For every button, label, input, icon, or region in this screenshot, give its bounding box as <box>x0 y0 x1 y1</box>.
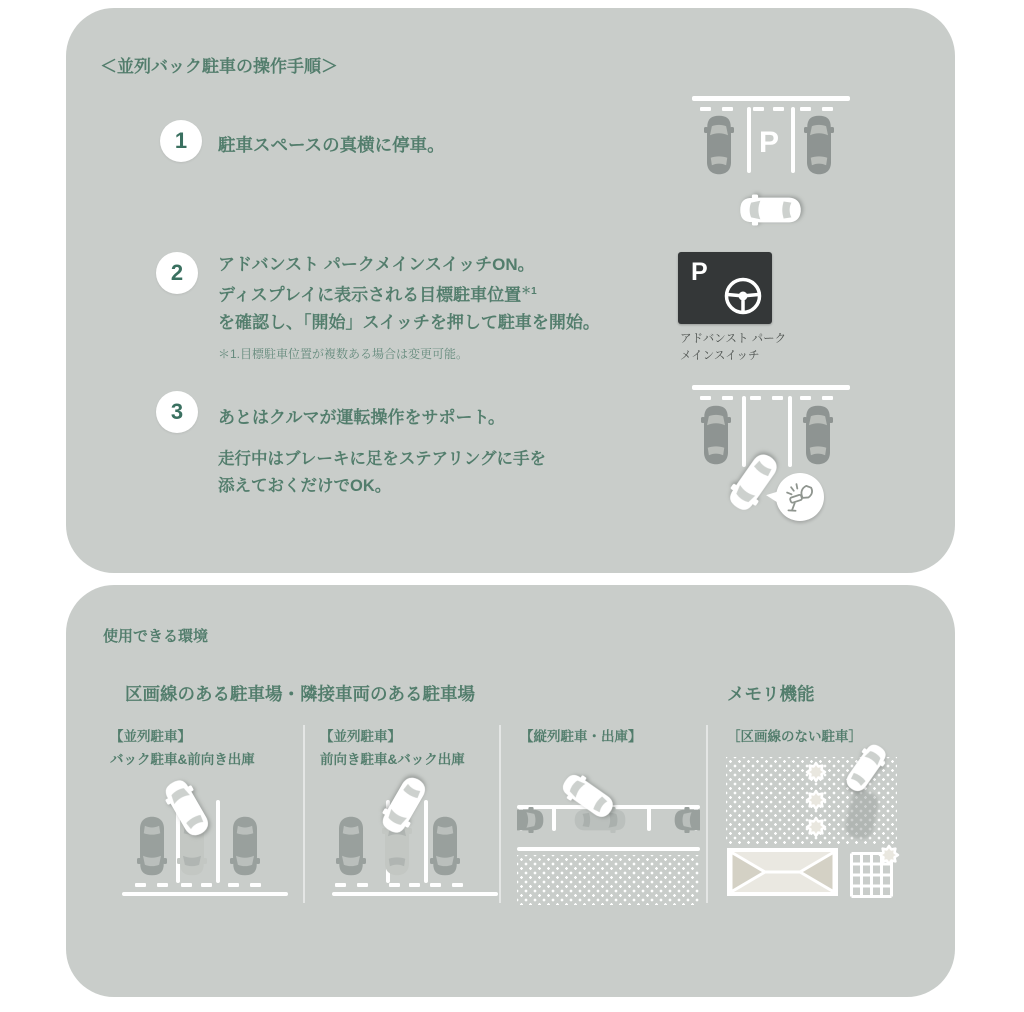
aisle-line <box>332 892 498 896</box>
lot-dash <box>700 107 711 111</box>
step-2-footnote: ＊1.目標駐車位置が複数ある場合は変更可能。 <box>218 347 469 361</box>
ego-car-icon <box>738 195 804 226</box>
lot-dash <box>409 883 420 887</box>
slot-line <box>788 396 792 467</box>
switch-caption-line-1: アドバンスト パーク <box>680 333 787 345</box>
maneuvering-car-icon <box>159 774 216 843</box>
parked-car-icon <box>673 807 700 833</box>
step-2-line-3: を確認し、「開始」スイッチを押して駐車を開始。 <box>218 312 600 332</box>
brake-pedal-icon <box>784 481 816 513</box>
lot-dash <box>157 883 168 887</box>
back-in-parking-illustration <box>120 770 290 897</box>
lot-dash <box>800 396 811 400</box>
step-3-para-line-1: 走行中はブレーキに足をステアリングに手を <box>218 450 547 468</box>
lot-dash <box>722 396 733 400</box>
col2-label-line2: 前向き駐車&バック出庫 <box>320 752 465 767</box>
slot-line <box>742 396 746 467</box>
col1-label <box>110 725 255 771</box>
lot-dash <box>181 883 192 887</box>
environment-panel <box>66 585 955 997</box>
col2-label <box>320 725 465 771</box>
lot-dash <box>201 883 212 887</box>
parked-car-icon <box>804 113 834 177</box>
lot-dash <box>250 883 261 887</box>
procedure-panel <box>66 8 955 573</box>
step-2-number: 2 <box>156 252 198 294</box>
lot-dash <box>822 107 833 111</box>
lot-dash <box>800 107 811 111</box>
lot-dash <box>452 883 463 887</box>
ego-car-icon <box>722 446 785 518</box>
step-3-para-line-2: 添えておくだけでOK。 <box>218 477 392 495</box>
switch-caption <box>680 331 786 364</box>
col3-label: 【縦列駐車・出庫】 <box>520 729 642 744</box>
parallel-parking-illustration <box>517 775 700 905</box>
front-in-parking-illustration <box>330 770 500 897</box>
parked-car-icon <box>517 807 545 833</box>
steering-wheel-icon <box>721 274 765 318</box>
lot-dash <box>822 396 833 400</box>
aisle-line <box>122 892 288 896</box>
parked-car-icon <box>704 113 734 177</box>
parked-car-icon <box>701 403 731 467</box>
col2-label-line1: 【並列駐車】 <box>320 729 401 744</box>
lot-dash <box>430 883 441 887</box>
carport-roof-icon <box>727 848 838 896</box>
lot-dash <box>772 396 783 400</box>
step-3-illustration <box>692 385 850 537</box>
speech-bubble-tail <box>765 489 780 503</box>
lot-dash <box>722 107 733 111</box>
step-3-number: 3 <box>156 391 198 433</box>
step-1-number: 1 <box>160 120 202 162</box>
lined-lot-heading: 区画線のある駐車場・隣接車両のある駐車場 <box>125 684 475 704</box>
bush-icon <box>878 844 900 866</box>
step-3-text: あとはクルマが運転操作をサポート。 <box>218 408 505 427</box>
step-1-text: 駐車スペースの真横に停車。 <box>218 135 445 155</box>
lot-dash <box>389 883 400 887</box>
curb-line <box>692 385 850 390</box>
procedure-title: ＜並列バック駐車の操作手順＞ <box>100 57 338 76</box>
slot-line <box>424 800 428 883</box>
lot-dash <box>357 883 368 887</box>
col1-label-line1: 【並列駐車】 <box>110 729 191 744</box>
parked-car-icon <box>230 815 260 877</box>
lot-dash <box>773 107 784 111</box>
bush-icon <box>805 789 827 811</box>
col1-label-line2: バック駐車&前向き出庫 <box>110 752 255 767</box>
parking-p-mark: P <box>758 126 779 159</box>
lot-dash <box>335 883 346 887</box>
environment-title: 使用できる環境 <box>103 628 209 645</box>
bush-icon <box>805 761 827 783</box>
col4-label: ［区画線のない駐車］ <box>727 729 862 744</box>
parked-car-icon <box>336 815 366 877</box>
switch-caption-line-2: メインスイッチ <box>680 349 760 362</box>
step-2-line-1: アドバンスト パークメインスイッチON。 <box>218 255 535 274</box>
sidewalk-texture <box>517 855 700 905</box>
bush-icon <box>805 816 827 838</box>
step-2-footnote-marker: ＊1 <box>521 286 537 297</box>
parked-car-icon <box>430 815 460 877</box>
step-2-line-2-text: ディスプレイに表示される目標駐車位置 <box>218 285 522 305</box>
memory-function-heading: メモリ機能 <box>727 684 815 704</box>
step-1-illustration <box>692 96 850 236</box>
parked-car-icon <box>137 815 167 877</box>
advanced-park-switch <box>678 252 772 324</box>
column-divider <box>303 725 305 903</box>
parked-car-icon <box>803 403 833 467</box>
column-divider <box>706 725 708 903</box>
curb-line <box>692 96 850 101</box>
lot-dash <box>135 883 146 887</box>
step-2-text <box>218 251 600 336</box>
sidewalk-line <box>517 847 700 851</box>
lot-dash <box>228 883 239 887</box>
memory-parking-illustration <box>726 755 932 905</box>
slot-line <box>791 107 795 173</box>
step-3-paragraph <box>218 446 546 500</box>
slot-line <box>747 107 751 173</box>
lot-dash <box>750 396 761 400</box>
slot-line <box>216 800 220 883</box>
lot-dash <box>753 107 764 111</box>
switch-p-label: P <box>691 258 708 286</box>
lot-dash <box>700 396 711 400</box>
speech-bubble <box>776 473 824 521</box>
step-2-line-2 <box>218 278 600 309</box>
